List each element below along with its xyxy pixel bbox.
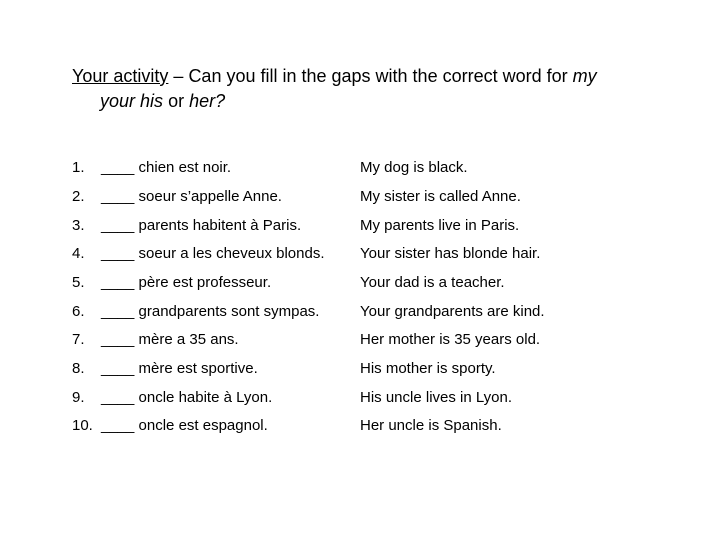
item-number: 6. [72,303,85,320]
english-translation: His uncle lives in Lyon. [360,389,513,406]
exercise-item [0,386,720,410]
exercise-item [0,271,720,295]
item-number: 4. [72,245,85,262]
french-sentence: ____ chien est noir. [101,159,232,176]
item-number: 10. [72,417,93,434]
item-number: 7. [72,331,85,348]
french-sentence: ____ oncle est espagnol. [101,417,268,434]
english-translation: Your sister has blonde hair. [360,245,541,262]
exercise-item [0,185,720,209]
exercise-item [0,357,720,381]
english-translation: My sister is called Anne. [360,188,521,205]
activity-heading [72,64,692,114]
french-sentence: ____ soeur a les cheveux blonds. [101,245,325,262]
french-sentence: ____ oncle habite à Lyon. [101,389,273,406]
option-her: her? [189,91,226,111]
exercise-item [0,414,720,438]
english-translation: Your grandparents are kind. [360,303,545,320]
french-sentence: ____ soeur s’appelle Anne. [101,188,282,205]
heading-line-2 [72,89,692,114]
option-your: your [100,91,136,111]
option-his: his [140,91,164,111]
english-translation: My dog is black. [360,159,468,176]
english-translation: Her uncle is Spanish. [360,417,502,434]
exercise-item [0,214,720,238]
french-sentence: ____ grandparents sont sympas. [101,303,320,320]
heading-or: or [168,91,185,111]
activity-label: Your activity [72,66,169,86]
french-sentence: ____ parents habitent à Paris. [101,217,302,234]
item-number: 5. [72,274,85,291]
exercise-item [0,242,720,266]
english-translation: His mother is sporty. [360,360,496,377]
exercise-item [0,156,720,180]
french-sentence: ____ mère a 35 ans. [101,331,239,348]
english-translation: My parents live in Paris. [360,217,520,234]
exercise-item [0,300,720,324]
english-translation: Her mother is 35 years old. [360,331,541,348]
item-number: 3. [72,217,85,234]
item-number: 9. [72,389,85,406]
heading-dash: – [173,66,184,86]
item-number: 1. [72,159,85,176]
french-sentence: ____ père est professeur. [101,274,272,291]
english-translation: Your dad is a teacher. [360,274,505,291]
item-number: 2. [72,188,85,205]
heading-instruction: Can you fill in the gaps with the correct word for [188,66,568,86]
option-my: my [572,66,597,86]
item-number: 8. [72,360,85,377]
heading-line-1 [72,64,692,89]
french-sentence: ____ mère est sportive. [101,360,258,377]
exercise-item [0,328,720,352]
